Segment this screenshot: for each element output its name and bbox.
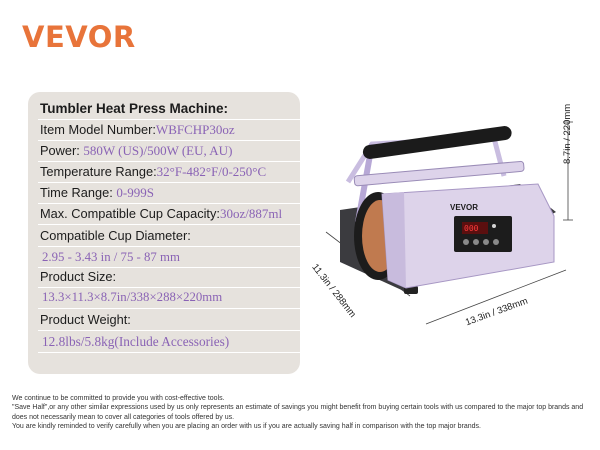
spec-value: 30oz/887ml bbox=[219, 206, 283, 221]
spec-label: Item Model Number: bbox=[40, 122, 156, 137]
disclaimer-line: "Save Half",or any other similar expressions used by us only represents an estimate of savings you might benefit from buying certain tools with us compared to the major top brands and does not necessarily mean to cover all categories of tools offered by us. bbox=[12, 404, 584, 421]
spec-value: WBFCHP30oz bbox=[155, 122, 235, 137]
control-button[interactable] bbox=[483, 239, 489, 245]
spec-row-model bbox=[40, 122, 235, 138]
spec-title: Tumbler Heat Press Machine: bbox=[40, 101, 229, 116]
spec-divider bbox=[38, 287, 300, 288]
spec-row-temperature bbox=[40, 164, 266, 180]
spec-divider bbox=[38, 119, 300, 120]
spec-label: Power: bbox=[40, 143, 80, 158]
spec-divider bbox=[38, 308, 300, 309]
product-image bbox=[309, 103, 580, 352]
spec-value: 32°F-482°F/0-250°C bbox=[156, 164, 267, 179]
spec-label-product-weight: Product Weight: bbox=[40, 312, 131, 327]
spec-value-product-size: 13.3×11.3×8.7in/338×288×220mm bbox=[42, 290, 223, 304]
width-label: 13.3in / 338mm bbox=[464, 295, 530, 329]
heat-press-illustration bbox=[318, 112, 580, 352]
vevor-logo: VEVOR bbox=[22, 20, 136, 54]
spec-value-product-weight: 12.8lbs/5.8kg(Include Accessories) bbox=[42, 334, 230, 349]
disclaimer-line: You are kindly reminded to verify carefully when you are placing an order with us if you are actually saving half in comparison with the top major brands. bbox=[12, 422, 481, 430]
spec-label-cup-diameter: Compatible Cup Diameter: bbox=[40, 228, 191, 243]
spec-value: 0-999S bbox=[116, 185, 154, 200]
disclaimer-line: We continue to be committed to provide you with cost-effective tools. bbox=[12, 395, 225, 402]
spec-row-capacity bbox=[40, 206, 282, 222]
spec-row-power bbox=[40, 143, 232, 159]
press-badge: VEVOR bbox=[450, 203, 479, 212]
spec-label: Max. Compatible Cup Capacity: bbox=[40, 206, 220, 221]
spec-divider bbox=[38, 267, 300, 268]
spec-value: 580W (US)/500W (EU, AU) bbox=[83, 143, 233, 158]
control-button[interactable] bbox=[463, 239, 469, 245]
spec-divider bbox=[38, 246, 300, 247]
spec-label-product-size: Product Size: bbox=[40, 269, 117, 284]
indicator-light bbox=[492, 224, 496, 228]
spec-divider bbox=[38, 224, 300, 225]
spec-divider bbox=[38, 352, 300, 353]
spec-divider bbox=[38, 182, 300, 183]
spec-divider bbox=[38, 140, 300, 141]
display-readout: 000 bbox=[464, 224, 479, 233]
depth-label: 11.3in / 288mm bbox=[309, 262, 358, 320]
spec-divider bbox=[38, 330, 300, 331]
spec-value-cup-diameter: 2.95 - 3.43 in / 75 - 87 mm bbox=[42, 250, 180, 264]
spec-label: Time Range: bbox=[40, 185, 113, 200]
height-label: 8.7in / 220mm bbox=[562, 103, 573, 164]
control-button[interactable] bbox=[493, 239, 499, 245]
spec-divider bbox=[38, 203, 300, 204]
control-button[interactable] bbox=[473, 239, 479, 245]
spec-label: Temperature Range: bbox=[40, 164, 157, 179]
spec-row-time bbox=[40, 185, 154, 201]
disclaimer bbox=[12, 394, 592, 431]
spec-divider bbox=[38, 161, 300, 162]
press-bar bbox=[354, 161, 524, 186]
